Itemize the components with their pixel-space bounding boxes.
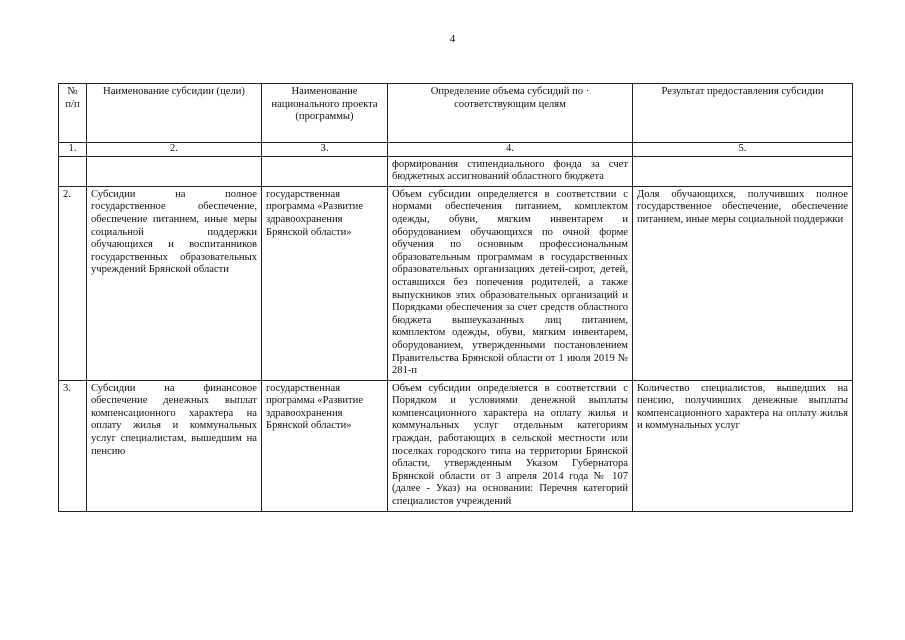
row-project: государственная программа «Развитие здравоохранения Брянской области» — [262, 380, 388, 511]
row-result — [633, 156, 853, 186]
column-number: 3. — [262, 143, 388, 157]
header-volume: Определение объема субсидий по · соответствующим целям — [388, 84, 633, 143]
row-volume: формирования стипендиального фонда за счет бюджетных ассигнований областного бюджета — [388, 156, 633, 186]
row-volume: Объем субсидии определяется в соответствии с Порядком и условиями денежной выплаты компенсационного характера на оплату жилья и коммунальных услуг отдельным категориям граждан, работающих в сельской местности или поселках городского типа на территории Брянской области, утвержденным Указом Губернатора Брянской области от 3 апреля 2014 года № 107 (далее - Указ) на основании: Перечня категорий специалистов учреждений — [388, 380, 633, 511]
subsidy-table — [58, 83, 853, 512]
header-result: Результат предоставления субсидии — [633, 84, 853, 143]
row-subsidy: Субсидии на финансовое обеспечение денежных выплат компенсационного характера на оплату жилья и коммунальных услуг специалистам, вышедшим на пенсию — [87, 380, 262, 511]
table-row — [59, 186, 853, 380]
table-header-row — [59, 84, 853, 143]
row-project — [262, 156, 388, 186]
header-project-name: Наименование национального проекта (программы) — [262, 84, 388, 143]
column-number-row — [59, 143, 853, 157]
row-subsidy — [87, 156, 262, 186]
page-number: 4 — [449, 33, 456, 45]
column-number: 5. — [633, 143, 853, 157]
row-subsidy: Субсидии на полное государственное обеспечение, обеспечение питанием, иные меры социальной поддержки обучающихся и воспитанников государственных образовательных учреждений Брянской области — [87, 186, 262, 380]
column-number: 4. — [388, 143, 633, 157]
header-subsidy-name: Наименование субсидии (цели) — [87, 84, 262, 143]
row-num — [59, 156, 87, 186]
column-number: 2. — [87, 143, 262, 157]
row-result: Доля обучающихся, получивших полное государственное обеспечение, обеспечение питанием, иные меры социальной поддержки — [633, 186, 853, 380]
column-number: 1. — [59, 143, 87, 157]
table-row — [59, 380, 853, 511]
row-num: 2. — [59, 186, 87, 380]
row-num: 3. — [59, 380, 87, 511]
header-num: № п/п — [59, 84, 87, 143]
row-result: Количество специалистов, вышедших на пенсию, получивших денежные выплаты компенсационного характера на оплату жилья и коммунальных услуг — [633, 380, 853, 511]
row-project: государственная программа «Развитие здравоохранения Брянской области» — [262, 186, 388, 380]
table-row — [59, 156, 853, 186]
row-volume: Объем субсидии определяется в соответствии с нормами обеспечения питанием, комплектом одежды, обуви, мягким инвентарем и оборудованием обучающихся по очной форме обучения по основным профессиональным образовательным программам в государственных образовательных организациях детей-сирот, детей, оставшихся без попечения родителей, а также выпускников этих образовательных организаций и Порядками обеспечения за счет средств областного бюджета вышеуказанных лиц питанием, комплектом одежды, обуви, мягким инвентарем, оборудованием, утвержденными постановлением Правительства Брянской области от 1 июля 2019 № 281-п — [388, 186, 633, 380]
